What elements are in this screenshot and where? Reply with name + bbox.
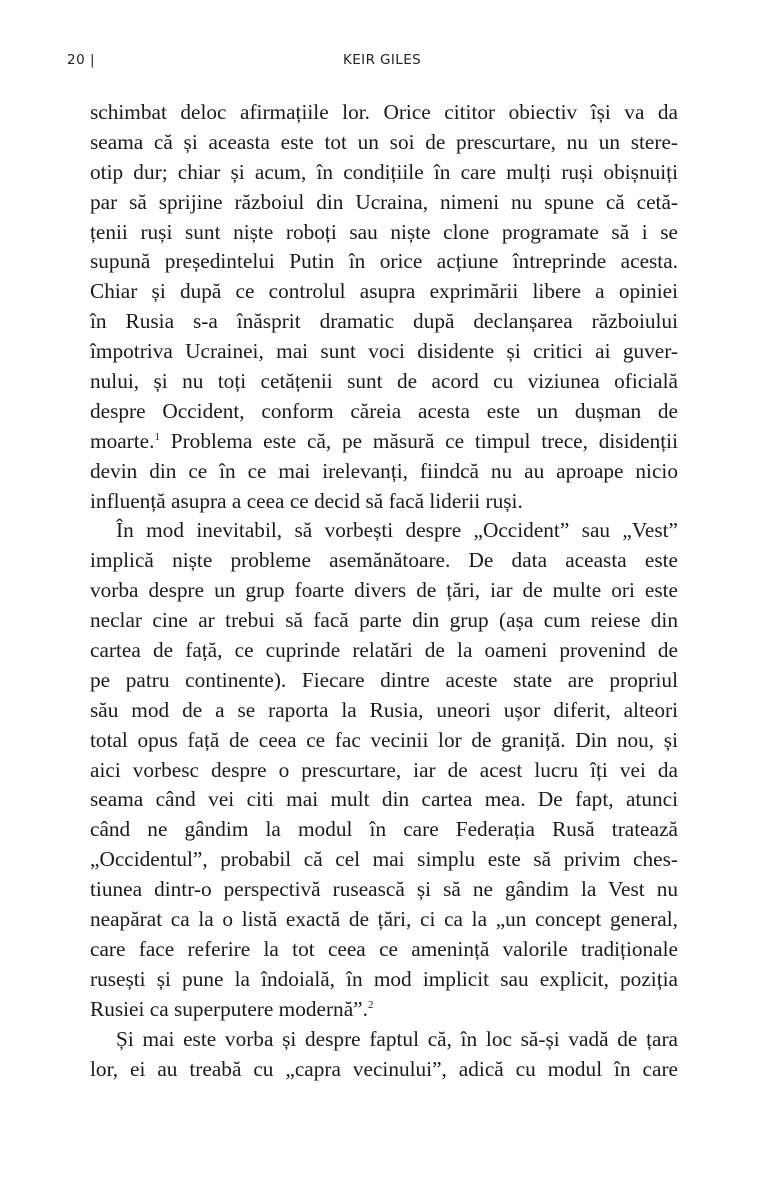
text-line: influență asupra a ceea ce decid să facă liderii ruși. [90, 488, 523, 513]
text-line: său mod de a se raporta la Rusia, uneori ușor diferit, alteori [90, 697, 678, 722]
text-line: otip dur; chiar și acum, în condițiile în care mulți ruși obișnuiți [90, 159, 678, 184]
text-line: seama când vei citi mai mult din cartea mea. De fapt, atunci [90, 787, 678, 812]
text-line: care face referire la tot ceea ce amenință valorile tradiționale [90, 936, 678, 961]
author-name: KEIR GILES [343, 52, 422, 68]
text-line: despre Occident, conform căreia acesta este un dușman de [90, 398, 678, 423]
text-line: aici vorbesc despre o prescurtare, iar de acest lucru îți vei da [90, 757, 678, 782]
text-line: total opus față de ceea ce fac vecinii lor de graniță. Din nou, și [90, 727, 678, 752]
text-line: Chiar și după ce controlul asupra exprimării libere a opiniei [90, 279, 678, 304]
text-line: nului, și nu toți cetățenii sunt de acord cu viziunea oficială [90, 369, 678, 394]
text-line: când ne gândim la modul în care Federația Rusă tratează [90, 817, 678, 842]
text-line: în Rusia s-a înăsprit dramatic după declanșarea războiului [90, 309, 678, 334]
text-line: devin din ce în ce mai irelevanți, fiindcă nu au aproape nicio [90, 458, 678, 483]
text-line: schimbat deloc afirmațiile lor. Orice cititor obiectiv își va da [90, 100, 678, 124]
text-line: cartea de față, ce cuprinde relatări de la oameni provenind de [90, 638, 678, 663]
paragraph [90, 516, 678, 1024]
text-line: supună președintelui Putin în orice acțiune întreprinde acesta. [90, 249, 678, 274]
text-segment: Rusiei ca superputere modernă”. [90, 996, 368, 1021]
body-text [90, 98, 678, 1084]
paragraph [90, 98, 678, 516]
text-line: seama că și aceasta este tot un soi de prescurtare, nu un stere- [90, 129, 678, 154]
paragraph [90, 1025, 678, 1085]
text-segment: Problema este că, pe măsură ce timpul trece, disidenții [159, 428, 678, 453]
text-line: lor, ei au treabă cu „capra vecinului”, adică cu modul în care [90, 1056, 678, 1081]
text-line: neclar cine ar trebui să facă parte din grup (așa cum reiese din [90, 608, 678, 633]
text-line-with-footnote [90, 427, 678, 457]
text-line-with-footnote [90, 995, 678, 1025]
text-line: țenii ruși sunt niște roboți sau niște clone programate să i se [90, 219, 678, 244]
footnote-ref-1[interactable]: 1 [154, 430, 160, 443]
running-head [0, 52, 780, 72]
page-number: 20 | [67, 52, 96, 68]
text-line: par să sprijine războiul din Ucraina, nimeni nu spune că cetă- [90, 189, 678, 214]
text-line: neapărat ca la o listă exactă de țări, ci ca la „un concept general, [90, 907, 678, 932]
text-line: tiunea dintr-o perspectivă rusească și să ne gândim la Vest nu [90, 877, 678, 902]
text-line: pe patru continente). Fiecare dintre aceste state are propriul [90, 667, 678, 692]
text-line: În mod inevitabil, să vorbești despre „Occident” sau „Vest” [116, 518, 678, 543]
text-line: împotriva Ucrainei, mai sunt voci disidente și critici ai guver- [90, 339, 678, 364]
text-line: implică niște probleme asemănătoare. De data aceasta este [90, 548, 678, 573]
text-line: Și mai este vorba și despre faptul că, în loc să-și vadă de țara [116, 1026, 678, 1051]
text-line: „Occidentul”, probabil că cel mai simplu este să privim ches- [90, 847, 678, 872]
text-line: vorba despre un grup foarte divers de țări, iar de multe ori este [90, 578, 678, 603]
footnote-ref-2[interactable]: 2 [367, 998, 374, 1011]
text-segment: moarte. [90, 428, 155, 453]
text-line: rusești și pune la îndoială, în mod implicit sau explicit, poziția [90, 966, 678, 991]
